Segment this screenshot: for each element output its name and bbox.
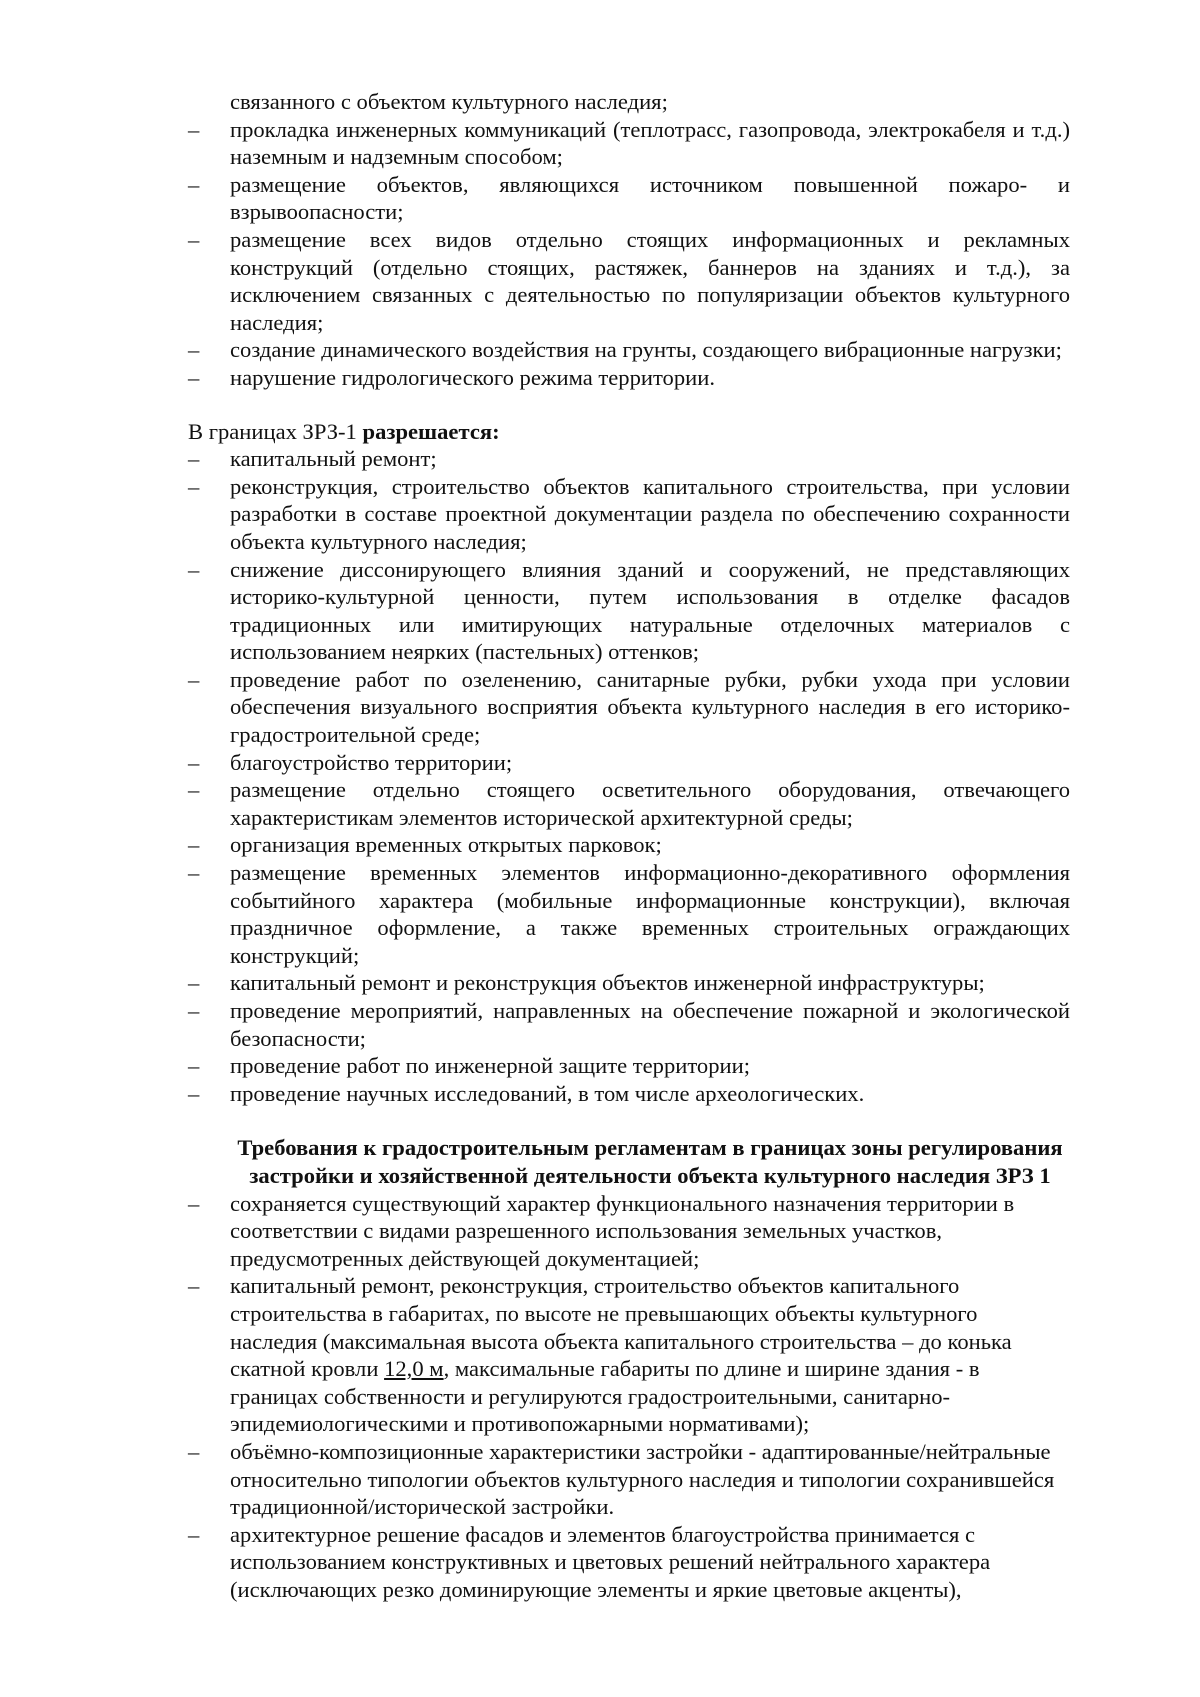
list-item: – прокладка инженерных коммуникаций (теплотрасс, газопровода, электрокабеля и т.д.) наземным и надземным способом;	[188, 116, 1070, 170]
dash-bullet: –	[188, 556, 200, 582]
dash-bullet: –	[188, 998, 200, 1023]
list-item: – проведение работ по озеленению, санитарные рубки, рубки ухода при условии обеспечения визуального восприятия объекта культурного наследия в его историко-градостроительной среде;	[188, 666, 1070, 748]
list-item: – благоустройство территории;	[188, 749, 513, 775]
list-item-continuation: связанного с объектом культурного наследия;	[230, 89, 668, 114]
dash-bullet: –	[188, 970, 200, 996]
list-item: – объёмно-композиционные характеристики застройки - адаптированные/нейтральные относительно типологии объектов культурного наследия и типологии сохранившейся традиционной/исторической застройки.	[188, 1438, 1055, 1520]
dash-bullet: –	[188, 1438, 200, 1464]
dash-bullet: –	[188, 666, 200, 692]
allowed-list	[188, 445, 1070, 1107]
dash-bullet: –	[188, 364, 200, 390]
dash-bullet: –	[188, 1190, 200, 1216]
spacer	[188, 1107, 1070, 1134]
dash-bullet: –	[188, 1053, 200, 1079]
dash-bullet: –	[188, 473, 200, 499]
list-item: – капитальный ремонт, реконструкция, строительство объектов капитального строительства в габаритах, по высоте не превышающих объекты культурного наследия (максимальная высота объекта капитального строительства – до конька скатной кровли 12,0 м, максимальные габариты по длине и ширине здания - в границах собственности и регулируются градостроительными, санитарно-эпидемиологическими и противопожарными нормативами);	[188, 1273, 1012, 1437]
dash-bullet: –	[188, 749, 200, 775]
list-item: – размещение объектов, являющихся источником повышенной пожаро- и взрывоопасности;	[188, 171, 1070, 225]
list-item: – проведение работ по инженерной защите территории;	[188, 1053, 750, 1079]
dash-bullet: –	[188, 832, 200, 858]
list-item: – снижение диссонирующего влияния зданий и сооружений, не представляющих историко-культурной ценности, путем использования в отделке фасадов традиционных или имитирующих натуральные отделочных материалов с использованием неярких (пастельных) оттенков;	[188, 556, 1070, 665]
list-item: – размещение отдельно стоящего осветительного оборудования, отвечающего характеристикам элементов исторической архитектурной среды;	[188, 777, 1070, 830]
dash-bullet: –	[188, 171, 200, 197]
list-item: – проведение мероприятий, направленных на обеспечение пожарной и экологической безопасности;	[188, 998, 1070, 1051]
height-limit-value: 12,0 м	[384, 1356, 444, 1382]
list-item: – нарушение гидрологического режима территории.	[188, 364, 715, 390]
dash-bullet: –	[188, 337, 200, 363]
list-item: – размещение всех видов отдельно стоящих информационных и рекламных конструкций (отдельно стоящих, растяжек, баннеров на зданиях и т.д.), за исключением связанных с деятельностью по популяризации объектов культурного наследия;	[188, 226, 1070, 335]
dash-bullet: –	[188, 1521, 200, 1547]
list-item: – сохраняется существующий характер функционального назначения территории в соответствии с видами разрешенного использования земельных участков, предусмотренных действующей документацией;	[188, 1190, 1015, 1271]
dash-bullet: –	[188, 226, 200, 252]
dash-bullet: –	[188, 777, 200, 803]
requirements-list	[188, 1190, 1070, 1604]
section-heading: Требования к градостроительным регламентам в границах зоны регулирования застройки и хозяйственной деятельности объекта культурного наследия ЗРЗ 1	[237, 1135, 1063, 1188]
list-item: – организация временных открытых парковок;	[188, 832, 662, 858]
section-intro: В границах ЗРЗ-1 разрешается:	[188, 418, 500, 444]
dash-bullet: –	[188, 1080, 200, 1106]
dash-bullet: –	[188, 1273, 200, 1299]
list-item: – архитектурное решение фасадов и элементов благоустройства принимается с использованием конструктивных и цветовых решений нейтрального характера (исключающих резко доминирующие элементы и яркие цветовые акценты),	[188, 1521, 991, 1602]
list-item: – капитальный ремонт;	[188, 446, 437, 472]
list-item: – размещение временных элементов информационно-декоративного оформления событийного характера (мобильные информационные конструкции), включая праздничное оформление, а также временных строительных ограждающих конструкций;	[188, 860, 1070, 968]
dash-bullet: –	[188, 860, 200, 886]
list-item: – реконструкция, строительство объектов капитального строительства, при условии разработки в составе проектной документации раздела по обеспечению сохранности объекта культурного наследия;	[188, 473, 1070, 554]
dash-bullet: –	[188, 116, 200, 142]
prohibited-list	[188, 116, 1070, 392]
list-item: – капитальный ремонт и реконструкция объектов инженерной инфраструктуры;	[188, 970, 985, 996]
dash-bullet: –	[188, 446, 200, 472]
list-item: – проведение научных исследований, в том числе археологических.	[188, 1080, 865, 1106]
list-item: – создание динамического воздействия на грунты, создающего вибрационные нагрузки;	[188, 337, 1062, 363]
spacer	[188, 392, 1070, 418]
